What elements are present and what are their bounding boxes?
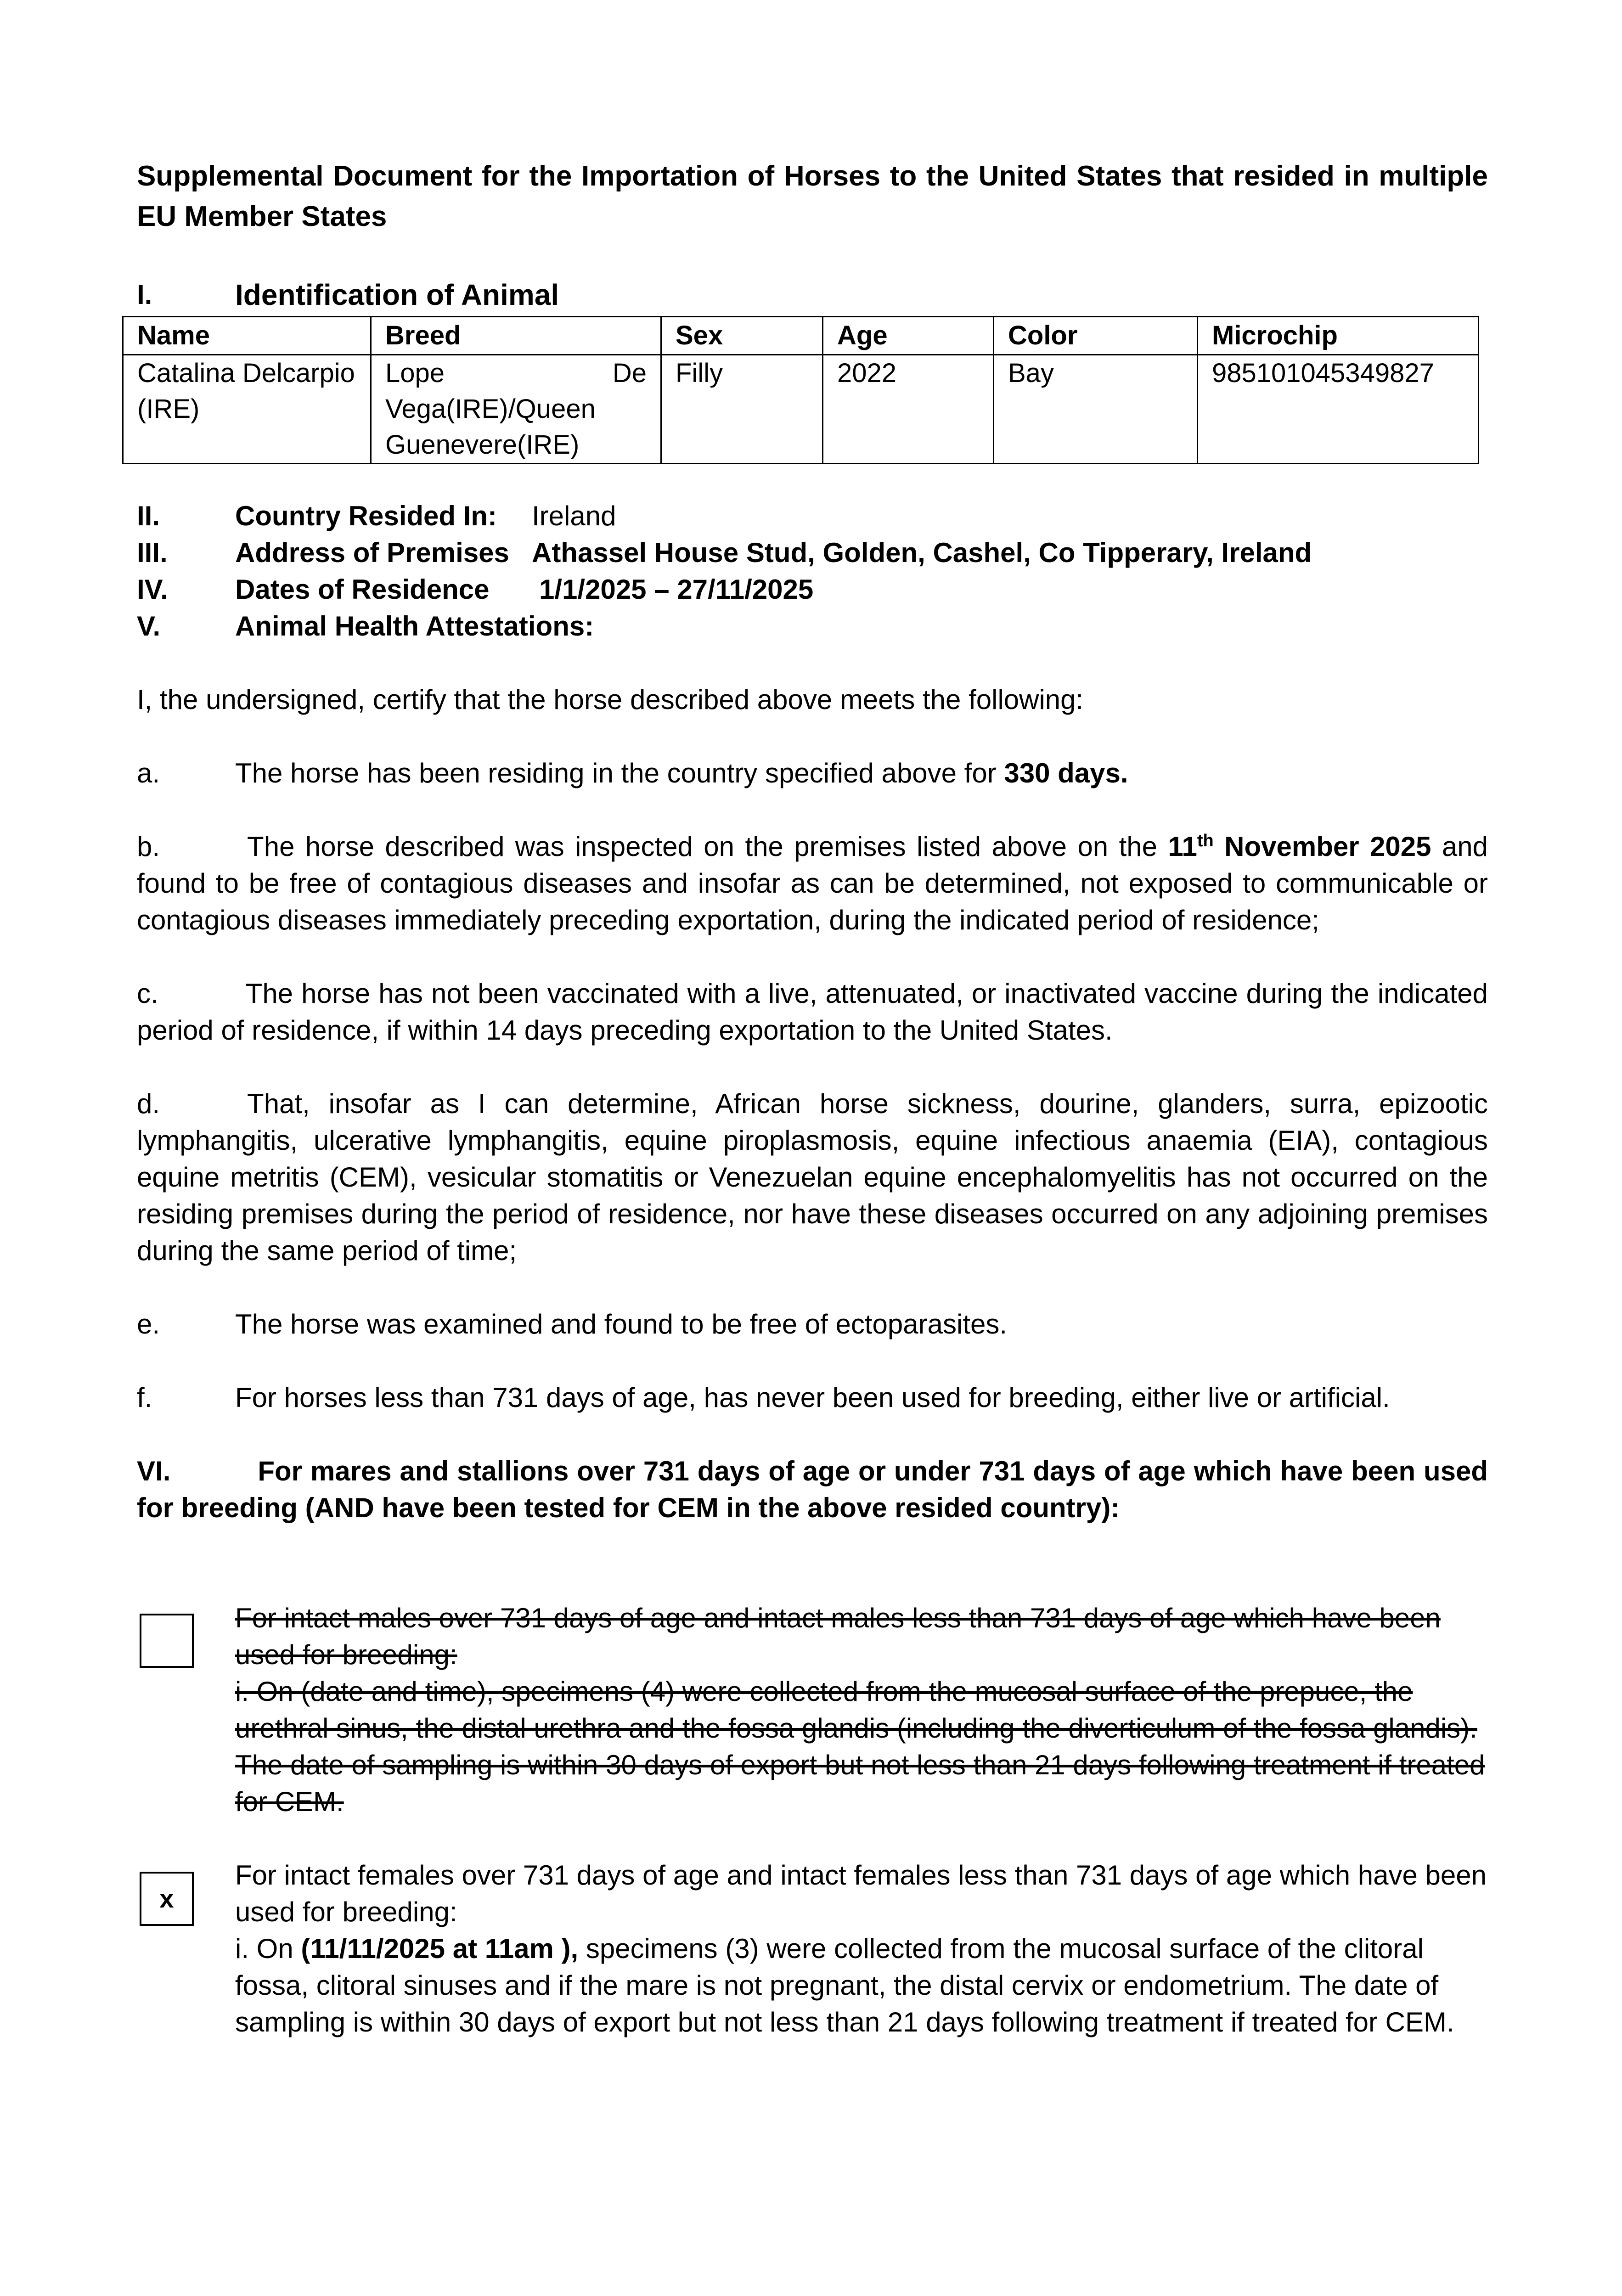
cell-age: 2022 <box>823 355 994 464</box>
females-option <box>235 1857 1488 2041</box>
item-c-paragraph <box>137 975 1488 1049</box>
item-c-letter: c. <box>137 978 158 1009</box>
section-3-label: Address of Premises <box>235 537 509 568</box>
item-b-text-1: The horse described was inspected on the premises listed above on the <box>247 831 1168 862</box>
header-name: Name <box>123 317 371 355</box>
item-b-paragraph <box>137 828 1488 939</box>
cell-breed <box>371 355 661 464</box>
header-color: Color <box>994 317 1198 355</box>
males-heading: For intact males over 731 days of age and intact males less than 731 days of age which have been used for breeding: <box>235 1603 1441 1670</box>
item-a-text <box>235 755 1488 792</box>
header-microchip: Microchip <box>1198 317 1479 355</box>
females-text-pre: i. On <box>235 1933 301 1964</box>
section-4-number: IV. <box>137 574 168 605</box>
section-4-label: Dates of Residence <box>235 574 490 605</box>
females-checkbox[interactable]: x <box>140 1872 194 1926</box>
males-option <box>235 1600 1488 1820</box>
table-row <box>123 355 1479 464</box>
item-b-letter: b. <box>137 831 160 862</box>
section-6-text: For mares and stallions over 731 days of age or under 731 days of age which have been used for breeding (AND have been tested for CEM in the above resided country): <box>137 1456 1488 1523</box>
animal-identification-table <box>122 316 1479 464</box>
section-2-value: Ireland <box>532 501 616 531</box>
section-1-heading: Identification of Animal <box>235 278 559 311</box>
section-5-number: V. <box>137 611 161 642</box>
item-a-body: The horse has been residing in the country specified above for <box>235 758 1004 788</box>
item-b-ordinal: th <box>1197 831 1214 850</box>
header-breed: Breed <box>371 317 661 355</box>
item-f-text: For horses less than 731 days of age, has never been used for breeding, either live or artificial. <box>235 1382 1390 1413</box>
item-d-paragraph <box>137 1086 1488 1269</box>
item-a-letter: a. <box>137 758 160 788</box>
name-line-2: (IRE) <box>137 394 200 424</box>
females-date-time: (11/11/2025 at 11am ), <box>301 1933 579 1964</box>
section-6-number: VI. <box>137 1456 171 1486</box>
section-6-paragraph <box>137 1453 1488 1526</box>
section-4-value: 1/1/2025 – 27/11/2025 <box>539 574 814 605</box>
table-header-row <box>123 317 1479 355</box>
section-2-number: II. <box>137 501 160 531</box>
section-3-number: III. <box>137 537 168 568</box>
breed-line-2: Vega(IRE)/Queen <box>385 394 596 424</box>
section-5-label: Animal Health Attestations: <box>235 611 594 642</box>
document-title: Supplemental Document for the Importation of Horses to the United States that resided in multiple EU Member States <box>137 160 1488 232</box>
breed-part-2: De <box>612 358 647 388</box>
males-checkbox[interactable] <box>140 1614 194 1668</box>
item-a-days: 330 days. <box>1004 758 1128 788</box>
cell-color: Bay <box>994 355 1198 464</box>
section-3-value: Athassel House Stud, Golden, Cashel, Co Tipperary, Ireland <box>532 537 1312 568</box>
item-d-text: That, insofar as I can determine, African horse sickness, dourine, glanders, surra, epizootic lymphangitis, ulcerative lymphangitis, equine piroplasmosis, equine infectious anaemia (EIA), contagious equine metritis (CEM), vesicular stomatitis or Venezuelan equine encephalomyelitis has not occurred on the residing premises during the period of residence, nor have these diseases occurred on any adjoining premises during the same period of time; <box>137 1088 1488 1266</box>
breed-part-1: Lope <box>385 358 445 388</box>
header-age: Age <box>823 317 994 355</box>
item-c-text: The horse has not been vaccinated with a live, attenuated, or inactivated vaccine during the indicated period of residence, if within 14 days preceding exportation to the United States. <box>137 978 1488 1046</box>
item-b-text-2: and found to be free of contagious diseases and insofar as can be determined, not exposed to communicable or contagious diseases immediately preceding exportation, during the indicated period of residence; <box>137 831 1488 935</box>
header-sex: Sex <box>661 317 823 355</box>
intro-statement: I, the undersigned, certify that the horse described above meets the following: <box>137 684 1084 715</box>
cell-sex: Filly <box>661 355 823 464</box>
name-line-1: Catalina Delcarpio <box>137 358 355 388</box>
females-text-post: specimens (3) were collected from the mucosal surface of the clitoral fossa, clitoral sinuses and if the mare is not pregnant, the distal cervix or endometrium. The date of sampling is within 30 days of export but not less than 21 days following treatment if treated for CEM. <box>235 1933 1454 2037</box>
item-e-text: The horse was examined and found to be free of ectoparasites. <box>235 1309 1008 1339</box>
breed-line-1 <box>385 355 647 391</box>
item-f-letter: f. <box>137 1382 152 1413</box>
males-text: i. On (date and time), specimens (4) were collected from the mucosal surface of the prepuce, the urethral sinus, the distal urethra and the fossa glandis (including the diverticulum of the fossa glandis). The date of sampling is within 30 days of export but not less than 21 days following treatment if treated for CEM. <box>235 1676 1485 1817</box>
item-b-month-year: November 2025 <box>1213 831 1431 862</box>
section-2-label: Country Resided In: <box>235 501 497 531</box>
item-b-day: 11 <box>1168 831 1197 862</box>
cell-name <box>123 355 371 464</box>
section-1-number: I. <box>137 279 152 310</box>
item-d-letter: d. <box>137 1088 160 1119</box>
females-heading: For intact females over 731 days of age and intact females less than 731 days of age which have been used for breeding: <box>235 1860 1487 1927</box>
females-text <box>235 1930 1488 2041</box>
cell-microchip: 985101045349827 <box>1198 355 1479 464</box>
item-e-letter: e. <box>137 1309 160 1339</box>
breed-line-3: Guenevere(IRE) <box>385 430 580 460</box>
